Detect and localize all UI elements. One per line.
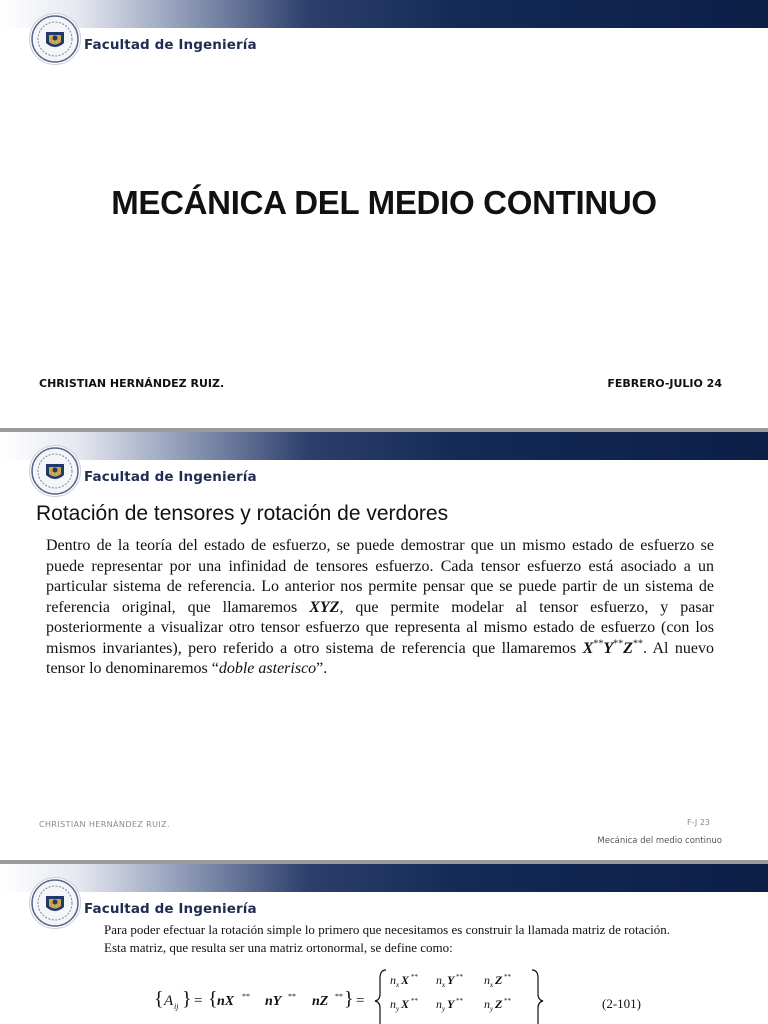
open-brace: { bbox=[208, 988, 218, 1010]
row-vector-nz: nZ bbox=[312, 994, 329, 1009]
n-symbol: n bbox=[436, 997, 442, 1011]
z-double-star-symbol: Z bbox=[623, 639, 633, 657]
x-subscript: x bbox=[490, 981, 494, 989]
close-brace: } bbox=[344, 988, 354, 1010]
matrix-entry-Y: Y bbox=[447, 973, 455, 987]
footer-course: Mecánica del medio continuo bbox=[597, 836, 722, 846]
equals-sign: = bbox=[194, 993, 203, 1009]
x-double-star-symbol: X bbox=[582, 639, 594, 657]
double-star: ** bbox=[288, 992, 296, 1001]
y-subscript: y bbox=[442, 1005, 446, 1013]
n-symbol: n bbox=[436, 973, 442, 987]
matrix-entry-Y: Y bbox=[447, 997, 455, 1011]
n-symbol: n bbox=[390, 973, 396, 987]
n-symbol: n bbox=[484, 997, 490, 1011]
title-slide bbox=[0, 0, 768, 428]
close-brace: } bbox=[182, 988, 192, 1010]
matrix-close-brace bbox=[532, 970, 543, 1024]
double-star: ** bbox=[456, 997, 463, 1005]
footer-code: F-J 23 bbox=[686, 818, 710, 827]
equation-slide bbox=[0, 864, 768, 1024]
xyz-symbol: XYZ bbox=[309, 598, 340, 616]
matrix-entry-X: X bbox=[401, 973, 410, 987]
faculty-name: Facultad de Ingeniería bbox=[84, 901, 257, 917]
paragraph-text: ”. bbox=[316, 660, 328, 677]
n-symbol: n bbox=[484, 973, 490, 987]
equation-number: (2-101) bbox=[602, 996, 641, 1011]
lhs-symbol: A bbox=[164, 993, 174, 1009]
double-star: ** bbox=[411, 973, 418, 981]
paragraph-text: , que permite modelar al tensor esfuerzo, y pasar posteriormente a visualizar otro tensor esfuerzo que representa al mismo estado de esfuerzo (con los mismos invariantes), pero referido a otro sistema de referencia que llamaremos bbox=[46, 598, 714, 657]
university-seal-icon bbox=[30, 446, 80, 496]
equals-sign: = bbox=[356, 993, 365, 1009]
author-name: CHRISTIAN HERNÁNDEZ RUIZ. bbox=[39, 377, 225, 390]
header-bar bbox=[0, 864, 768, 892]
double-star: ** bbox=[632, 638, 643, 650]
paragraph-text: Dentro de la teoría del estado de esfuerzo, se puede demostrar que un mismo estado de esfuerzo se puede representar por una infinidad de tensores esfuerzo. Cada tensor esfuerzo está asociado a un particular sistema de referencia. Lo anterior nos permite pensar que se puede partir de un sistema de referencia original, que llamaremos bbox=[46, 537, 714, 616]
paragraph-text: . Al nuevo tensor lo denominaremos “ bbox=[46, 639, 715, 677]
double-star: ** bbox=[593, 638, 604, 650]
content-slide bbox=[0, 432, 768, 860]
rotation-matrix-equation bbox=[154, 968, 674, 1024]
university-seal-icon bbox=[30, 14, 80, 64]
matrix-row-2 bbox=[390, 997, 512, 1013]
double-asterisk-term: doble asterisco bbox=[218, 660, 317, 677]
lhs-subscript: ij bbox=[174, 1002, 179, 1011]
double-star: ** bbox=[613, 638, 624, 650]
course-period: FEBRERO-JULIO 24 bbox=[607, 377, 722, 390]
faculty-name: Facultad de Ingeniería bbox=[84, 37, 257, 53]
matrix-entry-Z: Z bbox=[495, 997, 503, 1011]
x-subscript: x bbox=[442, 981, 446, 989]
row-vector-nx: nX bbox=[217, 994, 235, 1009]
n-symbol: n bbox=[390, 997, 396, 1011]
matrix-entry-X: X bbox=[401, 997, 410, 1011]
section-heading: Rotación de tensores y rotación de verdores bbox=[36, 502, 449, 525]
body-paragraph bbox=[46, 536, 714, 680]
matrix-open-brace bbox=[375, 970, 386, 1024]
header-bar bbox=[0, 0, 768, 28]
double-star: ** bbox=[504, 973, 511, 981]
double-star: ** bbox=[411, 997, 418, 1005]
y-double-star-symbol: Y bbox=[603, 639, 614, 657]
faculty-name: Facultad de Ingeniería bbox=[84, 469, 257, 485]
double-star: ** bbox=[335, 992, 343, 1001]
row-vector-ny: nY bbox=[265, 994, 282, 1009]
university-seal-icon bbox=[30, 878, 80, 928]
y-subscript: y bbox=[490, 1005, 494, 1013]
footer-author: CHRISTIAN HERNÁNDEZ RUIZ. bbox=[39, 820, 170, 829]
double-star: ** bbox=[456, 973, 463, 981]
page-title: MECÁNICA DEL MEDIO CONTINUO bbox=[111, 184, 657, 221]
y-subscript: y bbox=[396, 1005, 400, 1013]
matrix-entry-Z: Z bbox=[495, 973, 503, 987]
intro-paragraph: Para poder efectuar la rotación simple lo primero que necesitamos es construir la llamada matriz de rotación. Esta matriz, que resulta ser una matriz ortonormal, se define como: bbox=[104, 922, 670, 955]
header-bar bbox=[0, 432, 768, 460]
double-star: ** bbox=[242, 992, 250, 1001]
matrix-row-1 bbox=[390, 973, 512, 989]
open-brace: { bbox=[154, 988, 164, 1010]
double-star: ** bbox=[504, 997, 511, 1005]
x-subscript: x bbox=[396, 981, 400, 989]
